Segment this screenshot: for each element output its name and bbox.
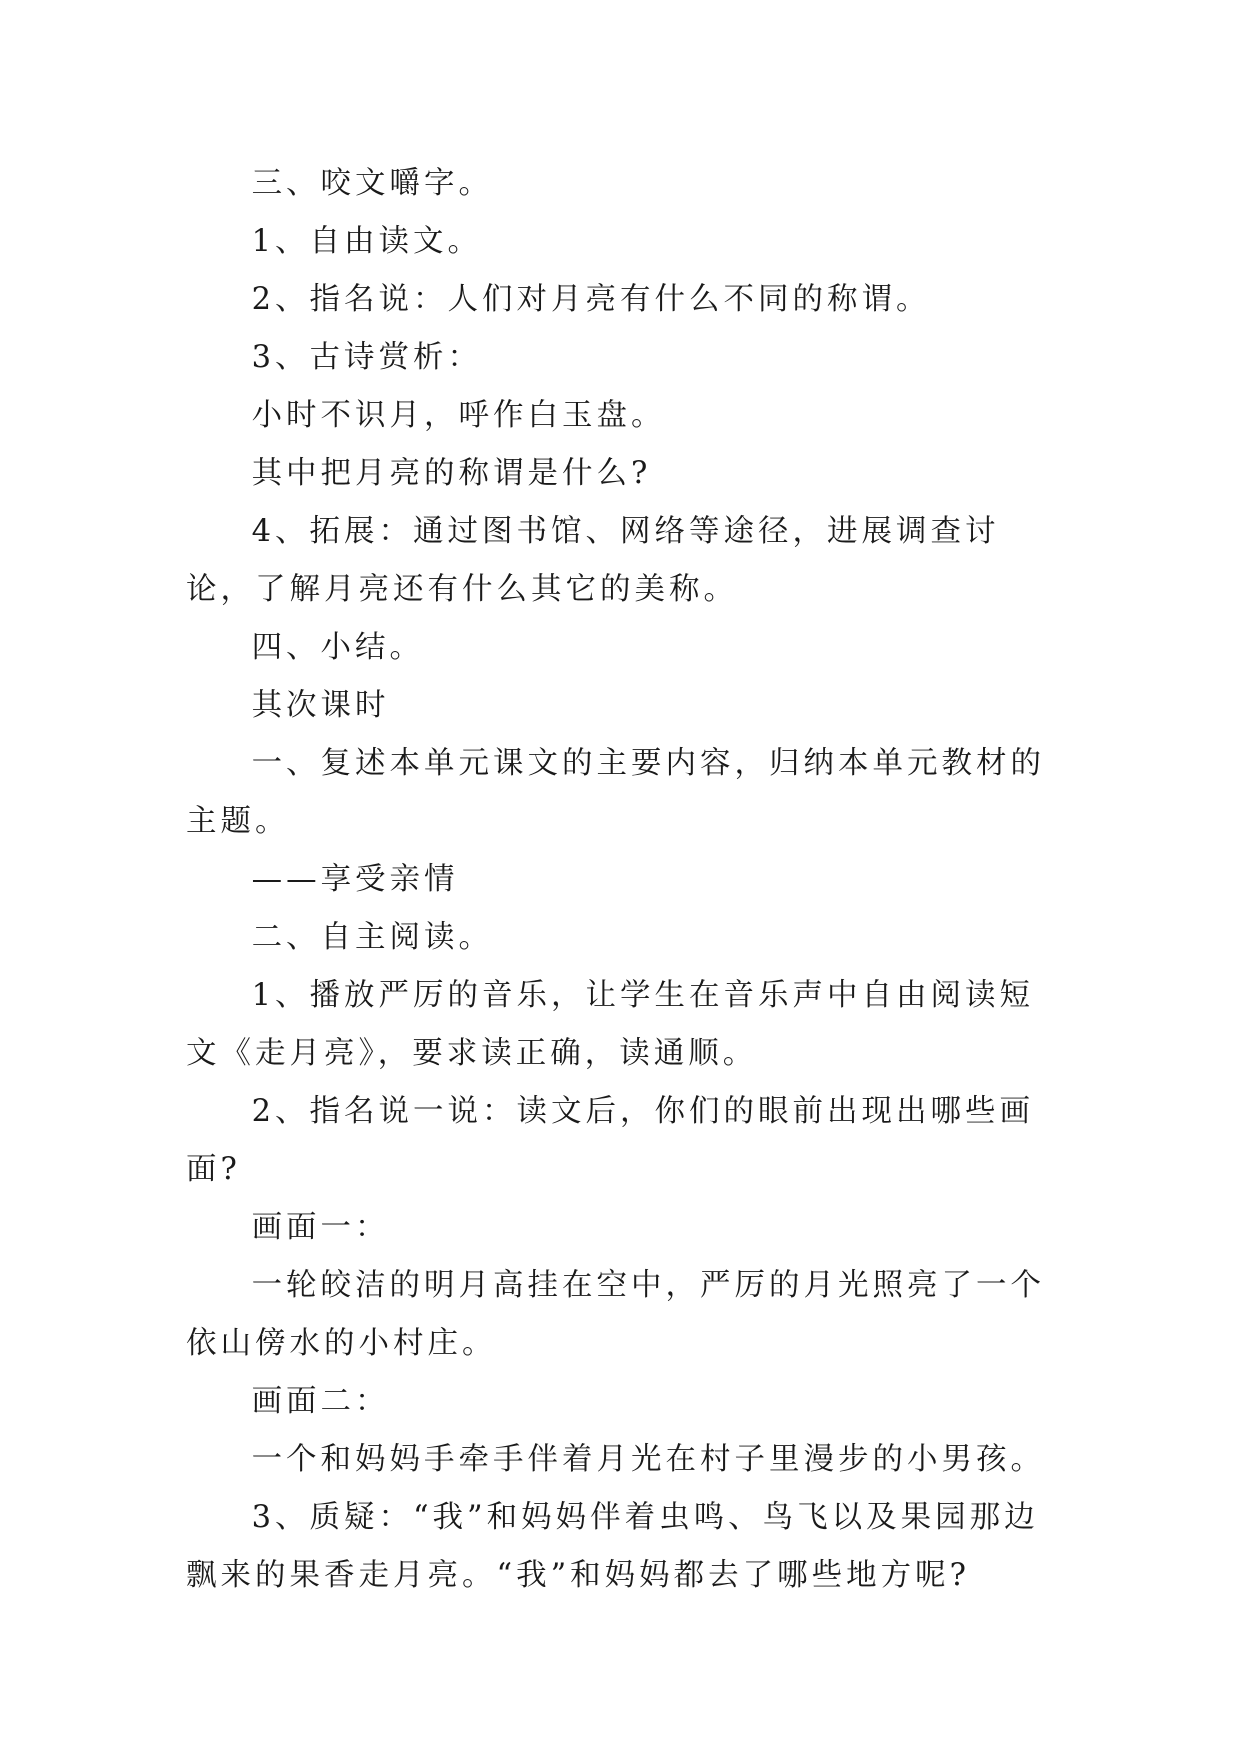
poem-line: 小时不识月，呼作白玉盘。 bbox=[251, 398, 666, 433]
section-heading: 一、复述本单元课文的主要内容，归纳本单元教材的主题。 bbox=[186, 746, 1046, 839]
section-heading: 二、自主阅读。 bbox=[251, 920, 494, 955]
paragraph: 3、古诗赏析： bbox=[251, 340, 482, 375]
paragraph: 一轮皎洁的明月高挂在空中，严厉的月光照亮了一个依山傍水的小村庄。 bbox=[186, 1268, 1046, 1361]
paragraph: 2、指名说一说：读文后，你们的眼前出现出哪些画面? bbox=[186, 1094, 1034, 1187]
paragraph: 1、自由读文。 bbox=[251, 224, 482, 259]
paragraph: 2、指名说：人们对月亮有什么不同的称谓。 bbox=[251, 282, 931, 317]
paragraph: 一个和妈妈手牵手伴着月光在村子里漫步的小男孩。 bbox=[251, 1442, 1046, 1477]
section-heading: 四、小结。 bbox=[251, 630, 425, 665]
paragraph: 其中把月亮的称谓是什么? bbox=[251, 456, 652, 491]
lesson-heading: 其次课时 bbox=[251, 688, 390, 723]
document-body bbox=[186, 155, 1066, 1605]
paragraph: 1、播放严厉的音乐，让学生在音乐声中自由阅读短文《走月亮》，要求读正确，读通顺。 bbox=[186, 978, 1034, 1071]
paragraph: 3、质疑：“我”和妈妈伴着虫鸣、鸟飞以及果园那边飘来的果香走月亮。“我”和妈妈都去了哪些地方呢? bbox=[186, 1500, 1039, 1593]
paragraph: 画面一： bbox=[251, 1210, 390, 1245]
section-heading: 三、咬文嚼字。 bbox=[251, 166, 494, 201]
paragraph: 4、拓展：通过图书馆、网络等途径，进展调查讨论，了解月亮还有什么其它的美称。 bbox=[186, 514, 1000, 607]
paragraph: 画面二： bbox=[251, 1384, 390, 1419]
theme-line: ——享受亲情 bbox=[251, 862, 459, 897]
